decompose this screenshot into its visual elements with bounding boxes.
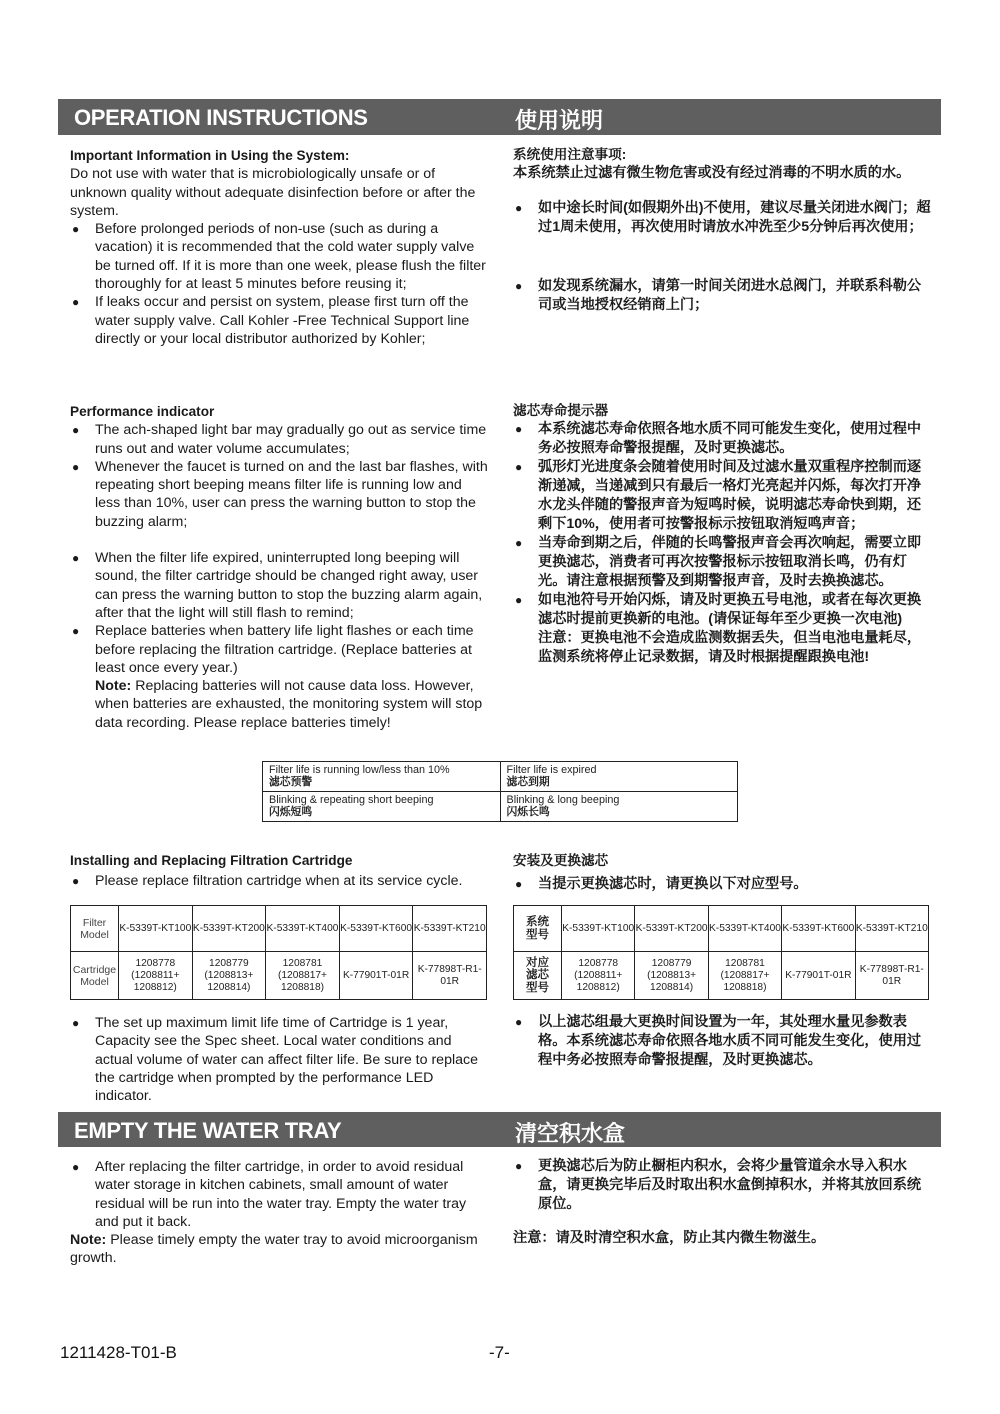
battery-note-zh: 注意：更换电池不会造成监测数据丢失，但当电池电量耗尽，监测系统将停止记录数据，请及时根据提醒跟换电池!: [538, 630, 922, 665]
section-title-en: OPERATION INSTRUCTIONS: [74, 105, 368, 130]
table-cell: K-5339T-KT210: [855, 906, 928, 952]
table-cell: Filter life is running low/less than 10% 滤芯预警: [263, 762, 501, 792]
table-cell: 1208778 (1208811+ 1208812): [119, 952, 193, 1000]
important-intro-en: Do not use with water that is microbiologically unsafe or of unknown quality without adequate disinfection before or after the system.: [70, 166, 476, 219]
battery-note-en: Note: Replacing batteries will not cause data loss. However, when batteries are exhausted, the monitoring system will stop data recording. Please replace batteries timely!: [95, 678, 483, 731]
bullet-icon: ●: [515, 201, 523, 215]
performance-zh: [513, 401, 933, 667]
row-label: Cartridge Model: [71, 952, 119, 1000]
list-item: ● 如发现系统漏水，请第一时间关闭进水总阀门，并联系科勒公司或当地授权经销商上门；: [515, 278, 922, 313]
section-title-zh: 清空积水盒: [515, 1121, 626, 1146]
bullet-icon: ●: [72, 1016, 80, 1030]
tray-zh: [513, 1157, 933, 1248]
list-item: ● 更换滤芯后为防止橱柜内积水，会将少量管道余水导入积水盒，请更换完毕后及时取出积水盒倒掉积水，并将其放回系统原位。: [515, 1158, 922, 1212]
table-row: [71, 906, 487, 952]
section-header-tray: [58, 1112, 941, 1147]
section-header-operation: [58, 99, 941, 135]
installing-heading-en: Installing and Replacing Filtration Cartridge: [70, 853, 353, 868]
table-cell: 1208781 (1208817+ 1208818): [266, 952, 340, 1000]
list-item: ● After replacing the filter cartridge, in order to avoid residual water storage in kitchen cabinets, small amount of water residual will be run into the water tray. Empty the water tray and put it back.: [72, 1159, 467, 1230]
doc-number: 1211428-T01-B: [60, 1343, 177, 1362]
bullet-icon: ●: [515, 1015, 523, 1029]
row-label: Filter Model: [71, 906, 119, 952]
list-item: ● 本系统滤芯寿命依照各地水质不同可能发生变化，使用过程中务必按照寿命警报提醒，及时更换滤芯。: [515, 421, 922, 456]
table-cell: K-77898T-R1-01R: [855, 952, 928, 1000]
list-item: ● Whenever the faucet is turned on and the last bar flashes, with repeating short beeping means filter life is running low and less than 10%, user can press the warning button to stop the buzzing alarm;: [72, 458, 488, 530]
list-item: ● Please replace filtration cartridge when at its service cycle.: [72, 873, 463, 890]
tray-note-en: Note: Please timely empty the water tray to avoid microorganism growth.: [70, 1232, 478, 1267]
row-label: 对应滤芯型号: [514, 952, 562, 1000]
list-item: ● When the filter life expired, uninterrupted long beeping will sound, the filter cartridge should be changed right away, user can press the warning button to stop the buzzing alarm again, after that the light will still flash to remind;: [72, 550, 483, 621]
table-cell: K-5339T-KT600: [339, 906, 413, 952]
bullet-icon: ●: [72, 624, 80, 639]
model-table-zh: [513, 905, 929, 1000]
table-cell: K-5339T-KT200: [192, 906, 266, 952]
list-item: ● Replace batteries when battery life light flashes or each time before replacing the filtration cartridge. (Replace batteries at least once every year.) Note: Replacing batteries will not cause data loss. However, when batteries are exhausted, the monitoring system will stop data recording. Please replace batteries timely!: [70, 622, 490, 732]
table-cell: 1208779 (1208813+ 1208814): [635, 952, 708, 1000]
status-table: [262, 761, 738, 822]
tray-en: [70, 1158, 490, 1268]
bullet-icon: ●: [515, 536, 523, 550]
table-cell: Filter life is expired 滤芯到期: [500, 762, 738, 792]
model-table-en: [70, 905, 487, 1000]
table-row: [514, 906, 929, 952]
bullet-icon: ●: [72, 551, 80, 566]
table-row: [71, 952, 487, 1000]
list-item: ● 如中途长时间(如假期外出)不使用，建议尽量关闭进水阀门；超过1周未使用，再次使用时请放水冲洗至少5分钟后再次使用；: [515, 200, 931, 235]
list-item: ● The ach-shaped light bar may gradually go out as service time runs out and water volume accumulates;: [72, 422, 487, 457]
important-intro-zh: 本系统禁止过滤有微生物危害或没有经过消毒的不明水质的水。: [513, 165, 911, 181]
section-title-zh: 使用说明: [515, 108, 604, 133]
table-cell: K-5339T-KT200: [635, 906, 708, 952]
table-row: [514, 952, 929, 1000]
list-item: ● If leaks occur and persist on system, please first turn off the water supply valve. Call Kohler -Free Technical Support line directly or your local distributor authorized by Kohler;: [72, 294, 470, 347]
table-row: [263, 762, 738, 792]
table-cell: K-5339T-KT210: [413, 906, 487, 952]
section-title-en: EMPTY THE WATER TRAY: [74, 1118, 342, 1143]
tray-note-zh: 注意：请及时清空积水盒，防止其内微生物滋生。: [513, 1230, 826, 1246]
table-cell: 1208778 (1208811+ 1208812): [562, 952, 635, 1000]
list-item: ● The set up maximum limit life time of Cartridge is 1 year, Capacity see the Spec sheet. Local water conditions and actual volume of water can affect filter life. Be sure to replace the cartridge when prompted by the performance LED indicator.: [72, 1015, 478, 1105]
performance-en: [70, 403, 490, 732]
table-cell: K-5339T-KT600: [782, 906, 855, 952]
list-item: ● Before prolonged periods of non-use (such as during a vacation) it is recommended that the cold water supply valve be turned off. If it is more than one week, please flush the filter thoroughly for at least 5 minutes before reusing it;: [72, 221, 486, 293]
bullet-icon: ●: [72, 1160, 80, 1174]
bullet-icon: ●: [72, 423, 80, 438]
important-info-zh: [513, 145, 933, 315]
important-heading-en: Important Information in Using the System:: [70, 148, 350, 163]
bullet-icon: ●: [515, 460, 523, 474]
performance-heading-en: Performance indicator: [70, 404, 215, 419]
list-item: ● 弧形灯光进度条会随着使用时间及过滤水量双重程序控制而逐渐递减，当递减到只有最后一格灯光亮起并闪烁，每次打开净水龙头伴随的警报声音为短鸣时候，说明滤芯寿命快到期，还剩下10%，使用者可按警报标示按钮取消短鸣声音；: [515, 459, 922, 532]
list-item: ● 如电池符号开始闪烁，请及时更换五号电池，或者在每次更换滤芯时提前更换新的电池。(请保证每年至少更换一次电池) 注意：更换电池不会造成监测数据丢失，但当电池电量耗尽，监测系统将停止记录数据，请及时根据提醒跟换电池!: [513, 591, 933, 667]
cartridge-life-zh: [513, 1013, 933, 1070]
important-info-en: [70, 147, 490, 348]
table-cell: 1208779 (1208813+ 1208814): [192, 952, 266, 1000]
bullet-icon: ●: [72, 874, 80, 889]
table-cell: K-77901T-01R: [782, 952, 855, 1000]
list-item: ● 以上滤芯组最大更换时间设置为一年，其处理水量见参数表格。本系统滤芯寿命依照各地水质不同可能发生变化，使用过程中务必按照寿命警报提醒，及时更换滤芯。: [515, 1014, 922, 1068]
table-row: [263, 791, 738, 821]
bullet-icon: ●: [515, 593, 523, 607]
table-cell: K-5339T-KT400: [708, 906, 781, 952]
row-label: 系统型号: [514, 906, 562, 952]
list-item: ● 当提示更换滤芯时，请更换以下对应型号。: [515, 876, 808, 892]
installing-en: [70, 852, 490, 891]
table-cell: K-5339T-KT400: [266, 906, 340, 952]
bullet-icon: ●: [72, 222, 80, 237]
table-cell: 1208781 (1208817+ 1208818): [708, 952, 781, 1000]
important-heading-zh: 系统使用注意事项:: [513, 147, 627, 162]
bullet-icon: ●: [72, 295, 80, 310]
table-cell: Blinking & long beeping 闪烁长鸣: [500, 791, 738, 821]
table-cell: K-77898T-R1-01R: [413, 952, 487, 1000]
bullet-icon: ●: [72, 459, 80, 474]
bullet-icon: ●: [515, 422, 523, 436]
table-cell: K-5339T-KT100: [562, 906, 635, 952]
table-cell: K-77901T-01R: [339, 952, 413, 1000]
table-cell: K-5339T-KT100: [119, 906, 193, 952]
bullet-icon: ●: [515, 279, 523, 293]
table-cell: Blinking & repeating short beeping 闪烁短鸣: [263, 791, 501, 821]
performance-heading-zh: 滤芯寿命提示器: [513, 403, 609, 418]
list-item: ● 当寿命到期之后，伴随的长鸣警报声音会再次响起，需要立即更换滤芯，消费者可再次按警报标示按钮取消长鸣，仍有灯光。请注意根据预警及到期警报声音，及时去换换滤芯。: [515, 535, 922, 589]
cartridge-life-en: [70, 1014, 490, 1105]
installing-heading-zh: 安装及更换滤芯: [513, 853, 609, 868]
bullet-icon: ●: [515, 1159, 523, 1173]
bullet-icon: ●: [515, 877, 523, 891]
installing-zh: [513, 851, 933, 894]
page-number: -7-: [489, 1343, 510, 1362]
